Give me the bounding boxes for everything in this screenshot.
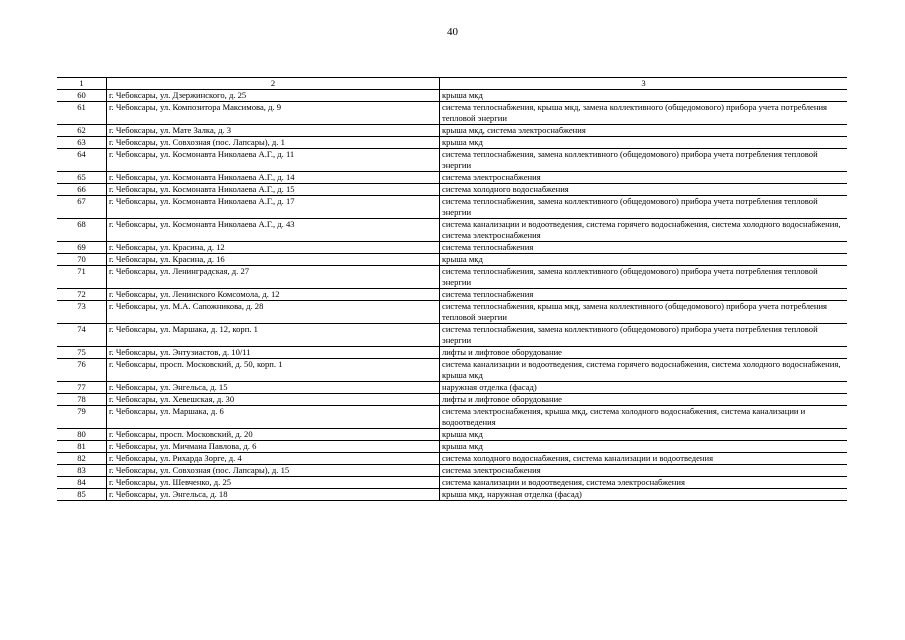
table-row xyxy=(57,347,847,359)
table-header xyxy=(57,78,847,90)
table-row xyxy=(57,242,847,254)
row-address: г. Чебоксары, ул. Мичмана Павлова, д. 6 xyxy=(107,441,440,453)
row-works: система теплоснабжения, крыша мкд, замена коллективного (общедомового) прибора учета потребления тепловой энергии xyxy=(440,102,848,125)
row-works: система теплоснабжения, крыша мкд, замена коллективного (общедомового) прибора учета потребления тепловой энергии xyxy=(440,301,848,324)
table-row xyxy=(57,429,847,441)
row-works: крыша мкд xyxy=(440,441,848,453)
row-works: система канализации и водоотведения, система электроснабжения xyxy=(440,477,848,489)
table-row xyxy=(57,465,847,477)
row-number: 85 xyxy=(57,489,107,501)
row-number: 82 xyxy=(57,453,107,465)
table-row xyxy=(57,266,847,289)
registry-table xyxy=(57,77,847,501)
row-number: 71 xyxy=(57,266,107,289)
row-address: г. Чебоксары, ул. Шевченко, д. 25 xyxy=(107,477,440,489)
header-col-1: 1 xyxy=(57,78,107,90)
row-number: 60 xyxy=(57,90,107,102)
table-row xyxy=(57,394,847,406)
table-row xyxy=(57,406,847,429)
row-address: г. Чебоксары, ул. Композитора Максимова, д. 9 xyxy=(107,102,440,125)
row-number: 76 xyxy=(57,359,107,382)
row-address: г. Чебоксары, ул. Дзержинского, д. 25 xyxy=(107,90,440,102)
row-number: 66 xyxy=(57,184,107,196)
row-works: крыша мкд xyxy=(440,137,848,149)
row-number: 75 xyxy=(57,347,107,359)
table-row xyxy=(57,477,847,489)
row-number: 65 xyxy=(57,172,107,184)
row-address: г. Чебоксары, ул. М.А. Сапожникова, д. 28 xyxy=(107,301,440,324)
row-works: система теплоснабжения xyxy=(440,289,848,301)
table-row xyxy=(57,324,847,347)
row-number: 72 xyxy=(57,289,107,301)
table-row xyxy=(57,184,847,196)
row-works: крыша мкд xyxy=(440,90,848,102)
table-row xyxy=(57,254,847,266)
table-row xyxy=(57,219,847,242)
row-works: крыша мкд, наружная отделка (фасад) xyxy=(440,489,848,501)
table-row xyxy=(57,149,847,172)
table-row xyxy=(57,382,847,394)
row-address: г. Чебоксары, ул. Ленинградская, д. 27 xyxy=(107,266,440,289)
row-address: г. Чебоксары, ул. Совхозная (пос. Лапсары), д. 1 xyxy=(107,137,440,149)
row-address: г. Чебоксары, ул. Космонавта Николаева А.Г., д. 43 xyxy=(107,219,440,242)
table-row xyxy=(57,359,847,382)
table-row xyxy=(57,453,847,465)
row-number: 80 xyxy=(57,429,107,441)
row-number: 63 xyxy=(57,137,107,149)
row-works: система холодного водоснабжения, система канализации и водоотведения xyxy=(440,453,848,465)
row-address: г. Чебоксары, ул. Космонавта Николаева А.Г., д. 17 xyxy=(107,196,440,219)
row-address: г. Чебоксары, ул. Хевешская, д. 30 xyxy=(107,394,440,406)
row-address: г. Чебоксары, просп. Московский, д. 20 xyxy=(107,429,440,441)
row-address: г. Чебоксары, ул. Энгельса, д. 15 xyxy=(107,382,440,394)
row-number: 62 xyxy=(57,125,107,137)
row-number: 69 xyxy=(57,242,107,254)
row-number: 67 xyxy=(57,196,107,219)
table-row xyxy=(57,125,847,137)
row-address: г. Чебоксары, ул. Ленинского Комсомола, д. 12 xyxy=(107,289,440,301)
row-works: крыша мкд xyxy=(440,429,848,441)
row-address: г. Чебоксары, ул. Красина, д. 16 xyxy=(107,254,440,266)
row-works: наружная отделка (фасад) xyxy=(440,382,848,394)
row-number: 79 xyxy=(57,406,107,429)
row-number: 70 xyxy=(57,254,107,266)
table-body xyxy=(57,90,847,501)
header-col-2: 2 xyxy=(107,78,440,90)
row-address: г. Чебоксары, просп. Московский, д. 50, корп. 1 xyxy=(107,359,440,382)
table-row xyxy=(57,301,847,324)
row-works: система электроснабжения, крыша мкд, система холодного водоснабжения, система канализации и водоотведения xyxy=(440,406,848,429)
row-address: г. Чебоксары, ул. Космонавта Николаева А.Г., д. 14 xyxy=(107,172,440,184)
row-number: 68 xyxy=(57,219,107,242)
row-address: г. Чебоксары, ул. Энтузиастов, д. 10/11 xyxy=(107,347,440,359)
row-number: 74 xyxy=(57,324,107,347)
row-address: г. Чебоксары, ул. Маршака, д. 6 xyxy=(107,406,440,429)
row-number: 81 xyxy=(57,441,107,453)
row-address: г. Чебоксары, ул. Космонавта Николаева А.Г., д. 15 xyxy=(107,184,440,196)
row-number: 64 xyxy=(57,149,107,172)
table-row xyxy=(57,441,847,453)
row-works: система канализации и водоотведения, система горячего водоснабжения, система холодного водоснабжения, крыша мкд xyxy=(440,359,848,382)
row-works: система теплоснабжения, замена коллективного (общедомового) прибора учета потребления тепловой энергии xyxy=(440,266,848,289)
row-address: г. Чебоксары, ул. Энгельса, д. 18 xyxy=(107,489,440,501)
row-address: г. Чебоксары, ул. Красина, д. 12 xyxy=(107,242,440,254)
page-number: 40 xyxy=(447,26,458,38)
table-row xyxy=(57,289,847,301)
header-row xyxy=(57,78,847,90)
row-address: г. Чебоксары, ул. Совхозная (пос. Лапсары), д. 15 xyxy=(107,465,440,477)
row-works: лифты и лифтовое оборудование xyxy=(440,347,848,359)
table-row xyxy=(57,137,847,149)
row-works: система теплоснабжения xyxy=(440,242,848,254)
table-row xyxy=(57,172,847,184)
row-works: крыша мкд xyxy=(440,254,848,266)
row-works: крыша мкд, система электроснабжения xyxy=(440,125,848,137)
row-works: система теплоснабжения, замена коллективного (общедомового) прибора учета потребления тепловой энергии xyxy=(440,324,848,347)
row-number: 61 xyxy=(57,102,107,125)
row-works: система электроснабжения xyxy=(440,172,848,184)
row-number: 73 xyxy=(57,301,107,324)
row-address: г. Чебоксары, ул. Мате Залка, д. 3 xyxy=(107,125,440,137)
table-row xyxy=(57,196,847,219)
row-works: лифты и лифтовое оборудование xyxy=(440,394,848,406)
table-row xyxy=(57,102,847,125)
table-row xyxy=(57,489,847,501)
row-address: г. Чебоксары, ул. Рихарда Зорге, д. 4 xyxy=(107,453,440,465)
table-row xyxy=(57,90,847,102)
row-works: система электроснабжения xyxy=(440,465,848,477)
row-address: г. Чебоксары, ул. Маршака, д. 12, корп. 1 xyxy=(107,324,440,347)
row-number: 83 xyxy=(57,465,107,477)
row-works: система теплоснабжения, замена коллективного (общедомового) прибора учета потребления тепловой энергии xyxy=(440,196,848,219)
row-works: система канализации и водоотведения, система горячего водоснабжения, система холодного водоснабжения, система электроснабжения xyxy=(440,219,848,242)
header-col-3: 3 xyxy=(440,78,848,90)
row-address: г. Чебоксары, ул. Космонавта Николаева А.Г., д. 11 xyxy=(107,149,440,172)
row-number: 78 xyxy=(57,394,107,406)
row-number: 77 xyxy=(57,382,107,394)
row-number: 84 xyxy=(57,477,107,489)
row-works: система холодного водоснабжения xyxy=(440,184,848,196)
row-works: система теплоснабжения, замена коллективного (общедомового) прибора учета потребления тепловой энергии xyxy=(440,149,848,172)
